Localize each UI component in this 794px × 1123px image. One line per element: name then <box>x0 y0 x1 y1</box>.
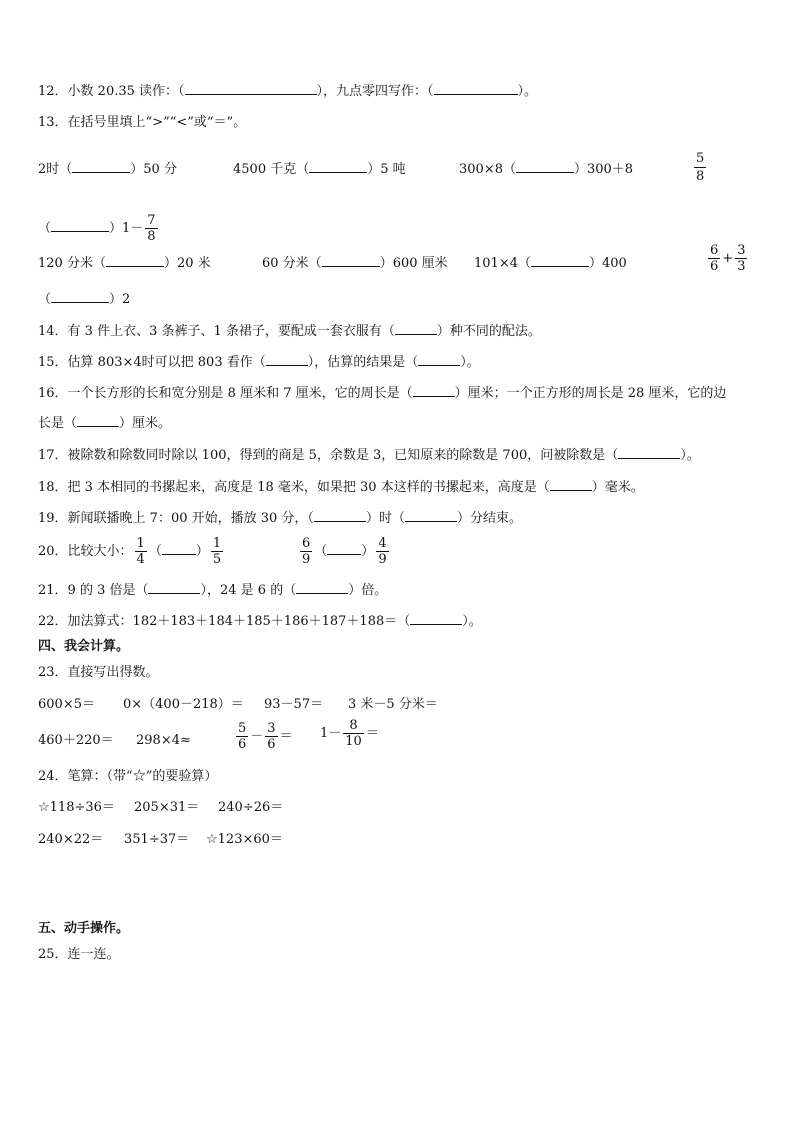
question-24-title: 24．笔算：（带“☆”的要验算） <box>38 769 218 784</box>
q13-item-1: 2时（ ）50 分 <box>38 162 177 177</box>
q13-item-2: 4500 千克（ ）5 吨 <box>233 162 406 177</box>
question-21: 21．9 的 3 倍是（ ），24 是 6 的（ ）倍。 <box>38 583 388 598</box>
q24-item-5: 351÷37＝ <box>124 832 190 847</box>
q23-item-5: 460＋220＝ <box>38 733 114 748</box>
q18-answer-blank[interactable] <box>550 478 592 491</box>
q24-item-1: ☆118÷36＝ <box>38 800 115 815</box>
q20-answer-blank-2[interactable] <box>327 542 361 555</box>
q16-answer-blank-1[interactable] <box>413 384 455 397</box>
q13-fraction-6-6: $\frac{6}{6}$ <box>710 243 719 274</box>
q22-answer-blank[interactable] <box>410 612 462 625</box>
q19-answer-blank-1[interactable] <box>314 509 366 522</box>
q23-item-2: 0×（400－218）＝ <box>123 697 244 712</box>
q13-blank-6[interactable] <box>322 254 380 267</box>
q23-item-6: 298×4≈ <box>136 733 191 748</box>
question-13-title: 13．在括号里填上“>”“<”或“＝”。 <box>38 115 247 130</box>
question-16-line-1: 16．一个长方形的长和宽分别是 8 厘米和 7 厘米，它的周长是（ ）厘米；一个正方形的周长是 28 厘米，它的边 <box>38 386 727 401</box>
q13-item-8: （ ）2 <box>38 292 131 307</box>
section-4-title: 四、我会计算。 <box>38 639 130 654</box>
q13-blank-8[interactable] <box>51 290 109 303</box>
q13-blank-5[interactable] <box>106 254 164 267</box>
q23-fraction-5-6: $\frac{5}{6}$ <box>238 721 247 752</box>
q24-item-3: 240÷26＝ <box>218 800 284 815</box>
question-17: 17．被除数和除数同时除以 100，得到的商是 5，余数是 3，已知原来的除数是 700，问被除数是（ ）。 <box>38 448 700 463</box>
q23-item-4: 3 米－5 分米＝ <box>348 697 438 712</box>
q13-fraction-sum: $\frac{6}{6}$ + $\frac{3}{3}$ <box>710 243 746 274</box>
q23-fraction-8-10: $\frac{8}{10}$ <box>345 718 362 749</box>
question-25-title: 25．连一连。 <box>38 947 120 962</box>
q12-text-a: 12．小数 20.35 读作：（ <box>38 84 185 99</box>
q23-item-7: $\frac{5}{6}$ － $\frac{3}{6}$ ＝ <box>238 721 293 752</box>
question-22: 22．加法算式：182＋183＋184＋185＋186＋187＋188＝（ ）。 <box>38 614 482 629</box>
q23-item-3: 93－57＝ <box>264 697 324 712</box>
q24-item-6: ☆123×60＝ <box>206 832 283 847</box>
q13-blank-7[interactable] <box>531 254 589 267</box>
q13-item-6: 60 分米（ ）600 厘米 <box>262 256 448 271</box>
q21-answer-blank-2[interactable] <box>296 581 348 594</box>
q14-answer-blank[interactable] <box>395 322 437 335</box>
q17-answer-blank[interactable] <box>618 446 680 459</box>
q13-item-4: （ ）1－ $\frac{7}{8}$ <box>38 213 156 244</box>
q23-fraction-3-6: $\frac{3}{6}$ <box>267 721 276 752</box>
q13-item-3: 300×8（ ）300＋8 <box>459 162 634 177</box>
q13-item-7: 101×4（ ）400 <box>474 256 627 271</box>
q20-fraction-1-5: $\frac{1}{5}$ <box>212 536 222 567</box>
q15-answer-blank-1[interactable] <box>266 353 308 366</box>
q19-answer-blank-2[interactable] <box>405 509 457 522</box>
question-20-part-1: 20．比较大小： $\frac{1}{4}$ （ ） $\frac{1}{5}$ <box>38 536 222 567</box>
q24-item-4: 240×22＝ <box>38 832 104 847</box>
q23-item-8: 1－ $\frac{8}{10}$ ＝ <box>320 718 379 749</box>
q12-text-c: ）。 <box>517 84 538 99</box>
question-15: 15．估算 803×4时可以把 803 看作（ ），估算的结果是（ ）。 <box>38 355 480 370</box>
q13-fraction-3-3: $\frac{3}{3}$ <box>737 243 746 274</box>
q13-blank-4[interactable] <box>51 219 109 232</box>
question-23-title: 23．直接写出得数。 <box>38 665 159 680</box>
question-14: 14．有 3 件上衣、3 条裤子、1 条裙子，要配成一套衣服有（ ）种不同的配法。 <box>38 324 541 339</box>
q13-item-5: 120 分米（ ）20 米 <box>38 256 211 271</box>
q12-answer-blank-2[interactable] <box>434 82 518 95</box>
q15-answer-blank-2[interactable] <box>418 353 460 366</box>
section-5-title: 五、动手操作。 <box>38 921 130 936</box>
q13-fraction-5-8: $\frac{5}{8}$ <box>696 151 705 184</box>
question-20-part-2: $\frac{6}{9}$ （ ） $\frac{4}{9}$ <box>302 536 387 567</box>
q23-item-1: 600×5＝ <box>38 697 95 712</box>
q20-answer-blank-1[interactable] <box>162 542 196 555</box>
q16-answer-blank-2[interactable] <box>77 414 119 427</box>
q24-item-2: 205×31＝ <box>134 800 200 815</box>
question-19: 19．新闻联播晚上 7：00 开始，播放 30 分，（ ）时（ ）分结束。 <box>38 511 522 526</box>
q13-blank-2[interactable] <box>309 160 367 173</box>
question-12 <box>38 82 537 101</box>
q21-answer-blank-1[interactable] <box>148 581 200 594</box>
q20-fraction-1-4: $\frac{1}{4}$ <box>136 536 145 567</box>
q13-fraction-7-8: $\frac{7}{8}$ <box>147 213 156 244</box>
question-16-line-2: 长是（ ）厘米。 <box>38 416 172 431</box>
q20-fraction-6-9: $\frac{6}{9}$ <box>302 536 311 567</box>
q13-blank-1[interactable] <box>72 160 130 173</box>
q20-fraction-4-9: $\frac{4}{9}$ <box>378 536 387 567</box>
q13-blank-3[interactable] <box>516 160 574 173</box>
q12-text-b: ），九点零四写作：（ <box>316 84 434 99</box>
question-18: 18．把 3 本相同的书摞起来，高度是 18 毫米，如果把 30 本这样的书摞起来，高度是（ ）毫米。 <box>38 480 644 495</box>
q12-answer-blank-1[interactable] <box>185 82 317 95</box>
